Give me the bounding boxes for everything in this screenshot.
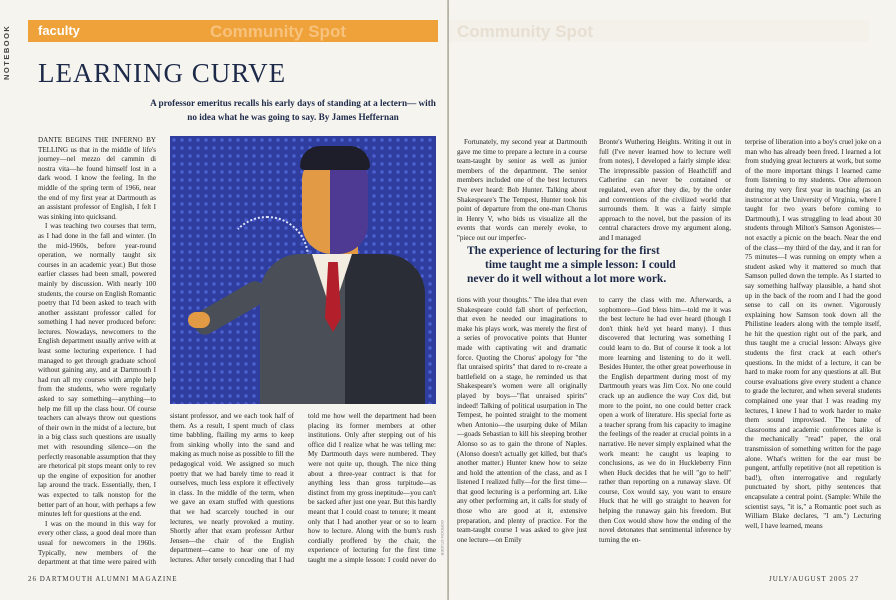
pointing-hand xyxy=(188,312,210,328)
right-column-1-continued xyxy=(457,296,587,566)
left-column-1 xyxy=(38,136,156,566)
suit-shadow xyxy=(345,254,425,404)
section-label: NOTEBOOK xyxy=(2,24,11,80)
photo-credit: GORDON STUDER xyxy=(440,520,445,556)
article-subtitle: A professor emeritus recalls his early days of standing at a lectern— with no idea what he was going to say. By James Heffernan xyxy=(150,98,436,122)
ghost-header: Community Spot xyxy=(457,22,593,41)
left-column-2 xyxy=(170,412,294,566)
pull-quote xyxy=(467,244,735,286)
right-column-3 xyxy=(745,138,881,566)
paragraph: to carry the class with me. Afterwards, a sophomore—God bless him—told me it was the best lecture he had ever heard (though I don't think he'd yet heard many). I thus discovered that lecturing was something I could learn to do. But of course it took a lot more learning and listening to do it well. Besides Hunter, the other great powerhouse in the English department during most of my Dartmouth years was Jim Cox. No one could crack up an audience the way Cox did, but more to the point, no one could better crack open a work of literature. His special forte as a teacher sprang from his capacity to imagine the feelings of the reader at crucial points in a narrative. He never simply explained what the work meant: he caught us leaping to conclusions, as we do in Huckleberry Finn when Huck decides that he will "go to hell" rather than reporting on a runaway slave. Of course, Cox would say, you want to ensure Huck that he will go straight to heaven for helping the runaway gain his freedom. But then Cox would show how the ending of the novel detonates that sentimental inference by turning the en- xyxy=(599,296,731,544)
right-column-2-continued xyxy=(599,296,731,566)
pull-quote-line: never do it well without a lot more work. xyxy=(467,273,667,285)
department-label: faculty xyxy=(38,23,80,38)
right-column-1 xyxy=(457,138,587,242)
paragraph: tions with your thoughts." The idea that even Shakespeare could fall short of perfection, that even he needed our imaginations to make his plays work, was merely the first of a series of provocative points that Hunter made with captivating wit and dramatic force. Quoting the Chorus' apology for "the flat unraised spirits" that dared to re-create a battlefield on a stage, he reminded us that Shakespeare's women were all originally played by boys—"flat unraised spirits" indeed! Talking of political usurpation in The Tempest, he pointed straight to the moment when Antonio—the usurping duke of Milan—goads Sebastian to kill his sleeping brother Alonso so as to gain the throne of Naples. (Alonso doesn't actually get killed, but that's another matter.) Hunter knew how to seize and hold the attention of the class, and as I listened I realized fully—for the first time—that good lecturing is a performing art. Like any other performing art, it calls for study of those who are good at it, extensive preparation, and plenty of practice. For the team-taught course I was asked to give just one lecture—on Emily xyxy=(457,296,587,544)
paragraph: Bronte's Wuthering Heights. Writing it out in full (I've never learned how to lecture well from notes), I developed a fairly simple idea: The irrepressible passion of Heathcliff and Catherine can never be contained or regulated, even after they die, by the order and conventions of the civilized world that surrounds them. It was a fairly simple approach to the novel, but the passion of its central characters drove my argument along, and I managed xyxy=(599,138,731,242)
pull-quote-line: time taught me a simple lesson: I could xyxy=(485,259,676,271)
left-page xyxy=(0,0,447,600)
paragraph: Fortunately, my second year at Dartmouth gave me time to prepare a lecture in a course team-taught by senior as well as junior members of the department. The senior members included one of the best lecturers I've ever heard: Bob Hunter. Talking about Shakespeare's The Tempest, Hunter took his point of departure from the one-man Chorus in Henry V, who bids us visualize all the events that words can merely evoke, to "piece out our imperfec- xyxy=(457,138,587,242)
paragraph: terprise of liberation into a boy's cruel joke on a man who has already been freed. I learned a lot from studying great lecturers at work, but some of the more important things I learned came from listening to my students. One afternoon during my very first year in teaching (as an instructor at the University of Virginia, where I taught for two years before coming to Dartmouth), I was struggling to lead about 30 students through Milton's Samson Agonistes—not exactly a picnic on the beach. Near the end of the class—my third of the day, and it ran for 75 minutes—I was running on empty when a student asked why it mattered so much that Samson pulled down the temple. As I started to say something halfway plausible, a hand shot up in the back of the room and I had the good sense to call on its owner. Vigorously explaining how Samson took down all the Philistine leaders along with the temple itself, he hit the question right out of the park, and thus taught me a crucial lesson: Always give students the first crack at each other's questions. In the midst of a lecture, it can be hard to make room for any questions at all. But course evaluations give every student a chance to grade the lecturer, and when several students complained one year that I was reading my lectures, I knew I had to work harder to make them sound improvised. The bane of classrooms and academic conferences alike is the mechanically "read" paper, the oral transmission of something written for the page alone. What's written for the ear must be pungent, artfully repetitive (not all repetition is bad!), often interrogative and regularly punctuated by short, pithy sentences that encapsulate a central point. (Sample: While the scientist says, "it is," a Romantic poet such as William Blake declares, "I am.") Lecturing well, I have learned, means xyxy=(745,138,881,530)
right-column-2 xyxy=(599,138,731,242)
paragraph: I was on the mound in this way for every other class, a good deal more than usual for newcomers in the 1960s. Typically, new members of the department at that time were paired with xyxy=(38,519,156,566)
paragraph: sistant professor, and we each took half of them. As a result, I spent much of class time babbling, flailing my arms to keep from sinking wholly into the sand and making as much noise as possible to fill the pedagogical void. We assigned so much poetry that we had barely time to read it ourselves, much less explore it effectively in class. In the middle of the term, when we gave an exam stuffed with questions that we had scarcely touched in our lectures, we nearly provoked a mutiny. Shortly after that exam professor Arthur Jensen—the chair of the English department—came to hear one of my lectures. After tersely conceding that I had xyxy=(170,412,294,564)
illustration-professor xyxy=(170,136,436,404)
left-folio: 26 DARTMOUTH ALUMNI MAGAZINE xyxy=(28,575,178,583)
paragraph: I was teaching two courses that term, as I had done in the fall and winter. (In the mid-1960s, before year-round operation, we normally taught six courses in an academic year.) But those earlier classes had been small, powered mainly by discussion. With nearly 100 students, the course on English Romantic poetry that I'd been asked to teach with another assistant professor called for something I had never produced before: lectures. Nowadays, newcomers to the English department usually arrive with at least some lecturing experience. I had managed to get through graduate school without gaining any, and at Dartmouth I had run all my courses with ample help from the students, who were regularly asked to say something—anything—to help me fill up the class hour. Of course teachers can always throw out questions of their own in the midst of a lecture, but in a big class such questions are usually met with resounding silence—on the perfectly reasonable assumption that they are rhetorical pit stops meant only to rev up the engine of exposition for another lap around the track. Essentially, then, I was expected to talk nonstop for the better part of an hour, with perhaps a few minutes left for questions at the end. xyxy=(38,222,156,519)
paragraph: DANTE BEGINS THE INFERNO BY TELLING us that in the middle of life's journey—nel mezzo del cammin di nostra vita—he found himself lost in a dark wood. I know the feeling. In the middle of the spring term of 1966, near the end of my first year at Dartmouth as an assistant professor of English, I felt I was sinking into quicksand. xyxy=(38,136,156,221)
hair xyxy=(300,146,370,170)
left-column-3 xyxy=(308,412,436,566)
ghost-header: Community Spot xyxy=(210,22,346,41)
paragraph: told me how well the department had been placing its former members at other institutions. Only after stepping out of his office did I realize what he was telling me: My Dartmouth days were numbered. They were not quite up, though. The nice thing about a three-year contract is that for anything less than gross turpitude—as distinct from my gross ineptitude—you can't be sacked after just one year. But this hardly meant that I could coast to tenure; it meant only that I had another year or so to learn how to lecture. Along with the bum's rush cordially proffered by the chair, the experience of lecturing for the first time taught me a simple lesson: I could never do xyxy=(308,412,436,564)
pull-quote-line: The experience of lecturing for the first xyxy=(467,245,660,257)
article-title: LEARNING CURVE xyxy=(38,58,287,88)
right-page xyxy=(449,0,896,600)
right-folio: JULY/AUGUST 2005 27 xyxy=(769,575,860,583)
